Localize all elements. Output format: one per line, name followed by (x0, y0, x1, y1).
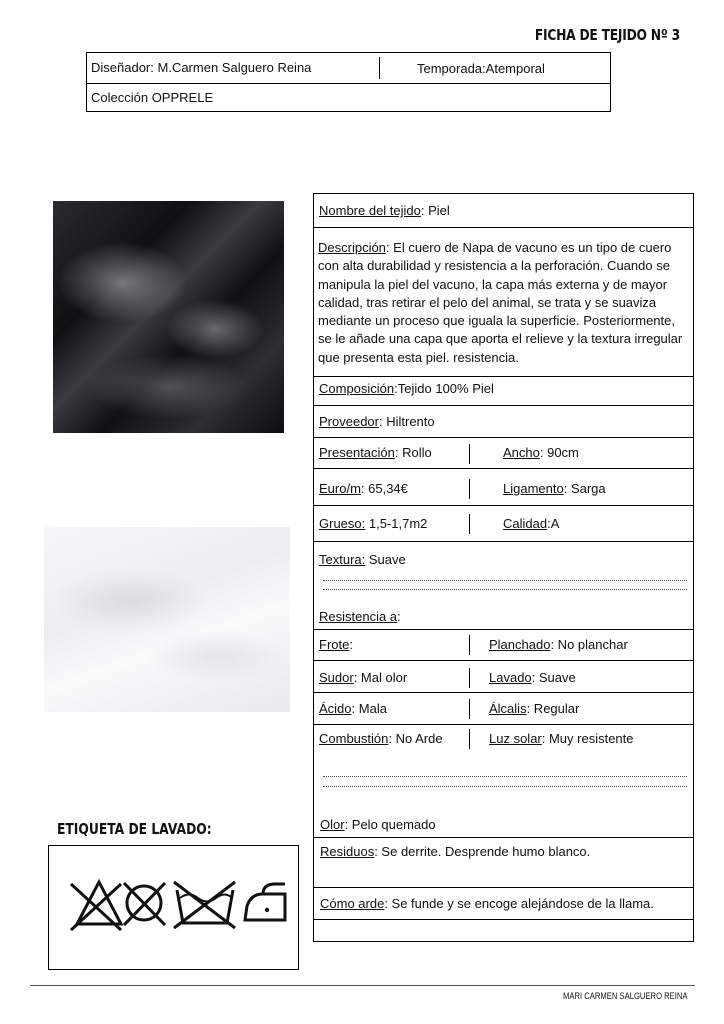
divider (314, 837, 693, 838)
designer-field (91, 60, 311, 75)
alkali-row (489, 700, 579, 718)
ironing-value: : No planchar (550, 637, 628, 652)
width-row (503, 444, 579, 462)
residue-value: : Se derrite. Desprende humo blanco. (374, 844, 591, 859)
presentation-value: : Rollo (394, 445, 432, 460)
header-row (87, 53, 610, 84)
header-divider (379, 57, 380, 79)
presentation-row (319, 444, 432, 462)
cell-divider (469, 699, 470, 719)
texture-value: Suave (365, 552, 406, 567)
description-value: : El cuero de Napa de vacuno es un tipo de cuero con alta durabilidad y resistencia a la perforación. Cuando se manipula la piel del vacuno, la capa más externa y de mayor calidad, tras retirar el pelo del animal, se trata y se suaviza mediante un proceso que iguala la superficie. Posteriormente, se le añade una capa que aporta el relieve y la textura irregular que presenta esta piel. resistencia. (318, 240, 683, 365)
combustion-row (319, 730, 443, 748)
ironing-label: Planchado (489, 637, 551, 652)
quality-label: Calidad (503, 516, 548, 531)
cell-divider (469, 479, 470, 499)
thickness-row (319, 515, 427, 533)
season-label: Temporada: (417, 61, 486, 76)
alkali-value: : Regular (526, 701, 580, 716)
cell-divider (469, 668, 470, 688)
designer-label: Diseñador: (91, 60, 154, 75)
cell-divider (469, 514, 470, 534)
dotted-line (323, 580, 687, 581)
texture-row (319, 551, 406, 569)
no-wash-icon (71, 882, 121, 930)
supplier-label: Proveedor (319, 414, 379, 429)
price-value: : 65,34€ (360, 481, 408, 496)
rub-label: Frote (319, 637, 350, 652)
dotted-line (323, 776, 687, 777)
washing-row (489, 669, 576, 687)
residue-label: Residuos (320, 844, 375, 859)
season-field (417, 61, 545, 76)
divider (314, 541, 693, 542)
thickness-value: 1,5-1,7m2 (365, 516, 428, 531)
divider (314, 692, 693, 693)
supplier-row (319, 413, 435, 431)
resistance-label: Resistencia a (319, 609, 398, 624)
presentation-label: Presentación (319, 445, 395, 460)
divider (314, 437, 693, 438)
divider (314, 919, 693, 920)
sunlight-row (489, 730, 634, 748)
dotted-line (323, 589, 687, 590)
weave-value: : Sarga (563, 481, 606, 496)
care-symbols-box (48, 845, 299, 970)
texture-label: Textura: (319, 552, 366, 567)
collection-field: Colección OPPRELE (91, 90, 214, 105)
weave-row (503, 480, 606, 498)
divider (314, 405, 693, 406)
description-block (318, 239, 690, 367)
cell-divider (469, 444, 470, 464)
resistance-colon: : (397, 609, 401, 624)
smell-row (320, 816, 436, 834)
weave-label: Ligamento (503, 481, 564, 496)
black-leather-image (53, 201, 284, 433)
divider (314, 505, 693, 506)
acid-value: : Mala (351, 701, 387, 716)
composition-label: Composición (319, 381, 395, 396)
smell-label: Olor (320, 817, 345, 832)
divider (314, 227, 693, 228)
resistance-heading (319, 608, 401, 626)
acid-label: Ácido (319, 701, 352, 716)
alkali-label: Álcalis (489, 701, 527, 716)
sunlight-value: : Muy resistente (541, 731, 634, 746)
white-leather-image (44, 527, 290, 712)
fabric-name-value: : Piel (420, 203, 450, 218)
fabric-name-row (319, 202, 450, 220)
divider (314, 660, 693, 661)
divider (314, 468, 693, 469)
smell-value: : Pelo quemado (344, 817, 436, 832)
quality-row (503, 515, 559, 533)
cell-divider (469, 729, 470, 749)
residue-row (320, 843, 590, 861)
supplier-value: : Hiltrento (378, 414, 435, 429)
width-value: : 90cm (539, 445, 579, 460)
divider (314, 887, 693, 888)
composition-row (319, 380, 494, 398)
combustion-value: : No Arde (388, 731, 443, 746)
rub-row (319, 636, 353, 654)
quality-value: :A (547, 516, 560, 531)
thickness-label: Grueso: (319, 516, 366, 531)
fabric-name-label: Nombre del tejido (319, 203, 421, 218)
washing-label: Lavado (489, 670, 532, 685)
price-row (319, 480, 408, 498)
burn-how-value: : Se funde y se encoge alejándose de la llama. (384, 896, 654, 911)
no-dry-clean-icon (124, 883, 165, 925)
footer-author: MARI CARMEN SALGUERO REINA (563, 991, 688, 1001)
care-label-title: ETIQUETA DE LAVADO: (57, 820, 212, 838)
dotted-line (323, 786, 687, 787)
acid-row (319, 700, 387, 718)
sweat-row (319, 669, 407, 687)
sweat-value: : Mal olor (353, 670, 408, 685)
sunlight-label: Luz solar (489, 731, 542, 746)
no-hand-wash-icon (174, 882, 235, 928)
divider (314, 376, 693, 377)
sweat-label: Sudor (319, 670, 354, 685)
iron-low-icon (245, 884, 285, 920)
combustion-label: Combustión (319, 731, 389, 746)
divider (314, 629, 693, 630)
washing-value: : Suave (531, 670, 576, 685)
care-symbols (49, 846, 298, 969)
composition-value: :Tejido 100% Piel (394, 381, 494, 396)
divider (314, 724, 693, 725)
burn-how-row (320, 895, 654, 913)
rub-value: : (349, 637, 353, 652)
fabric-spec-box (313, 193, 694, 942)
burn-how-label: Cómo arde (320, 896, 385, 911)
price-label: Euro/m (319, 481, 361, 496)
ironing-row (489, 636, 628, 654)
cell-divider (469, 635, 470, 655)
designer-value: M.Carmen Salguero Reina (157, 60, 312, 75)
width-label: Ancho (503, 445, 540, 460)
description-label: Descripción (318, 240, 386, 255)
sheet-title: FICHA DE TEJIDO Nº 3 (534, 26, 680, 44)
footer-divider (30, 985, 695, 986)
season-value: Atemporal (485, 61, 545, 76)
header-box (86, 52, 611, 112)
